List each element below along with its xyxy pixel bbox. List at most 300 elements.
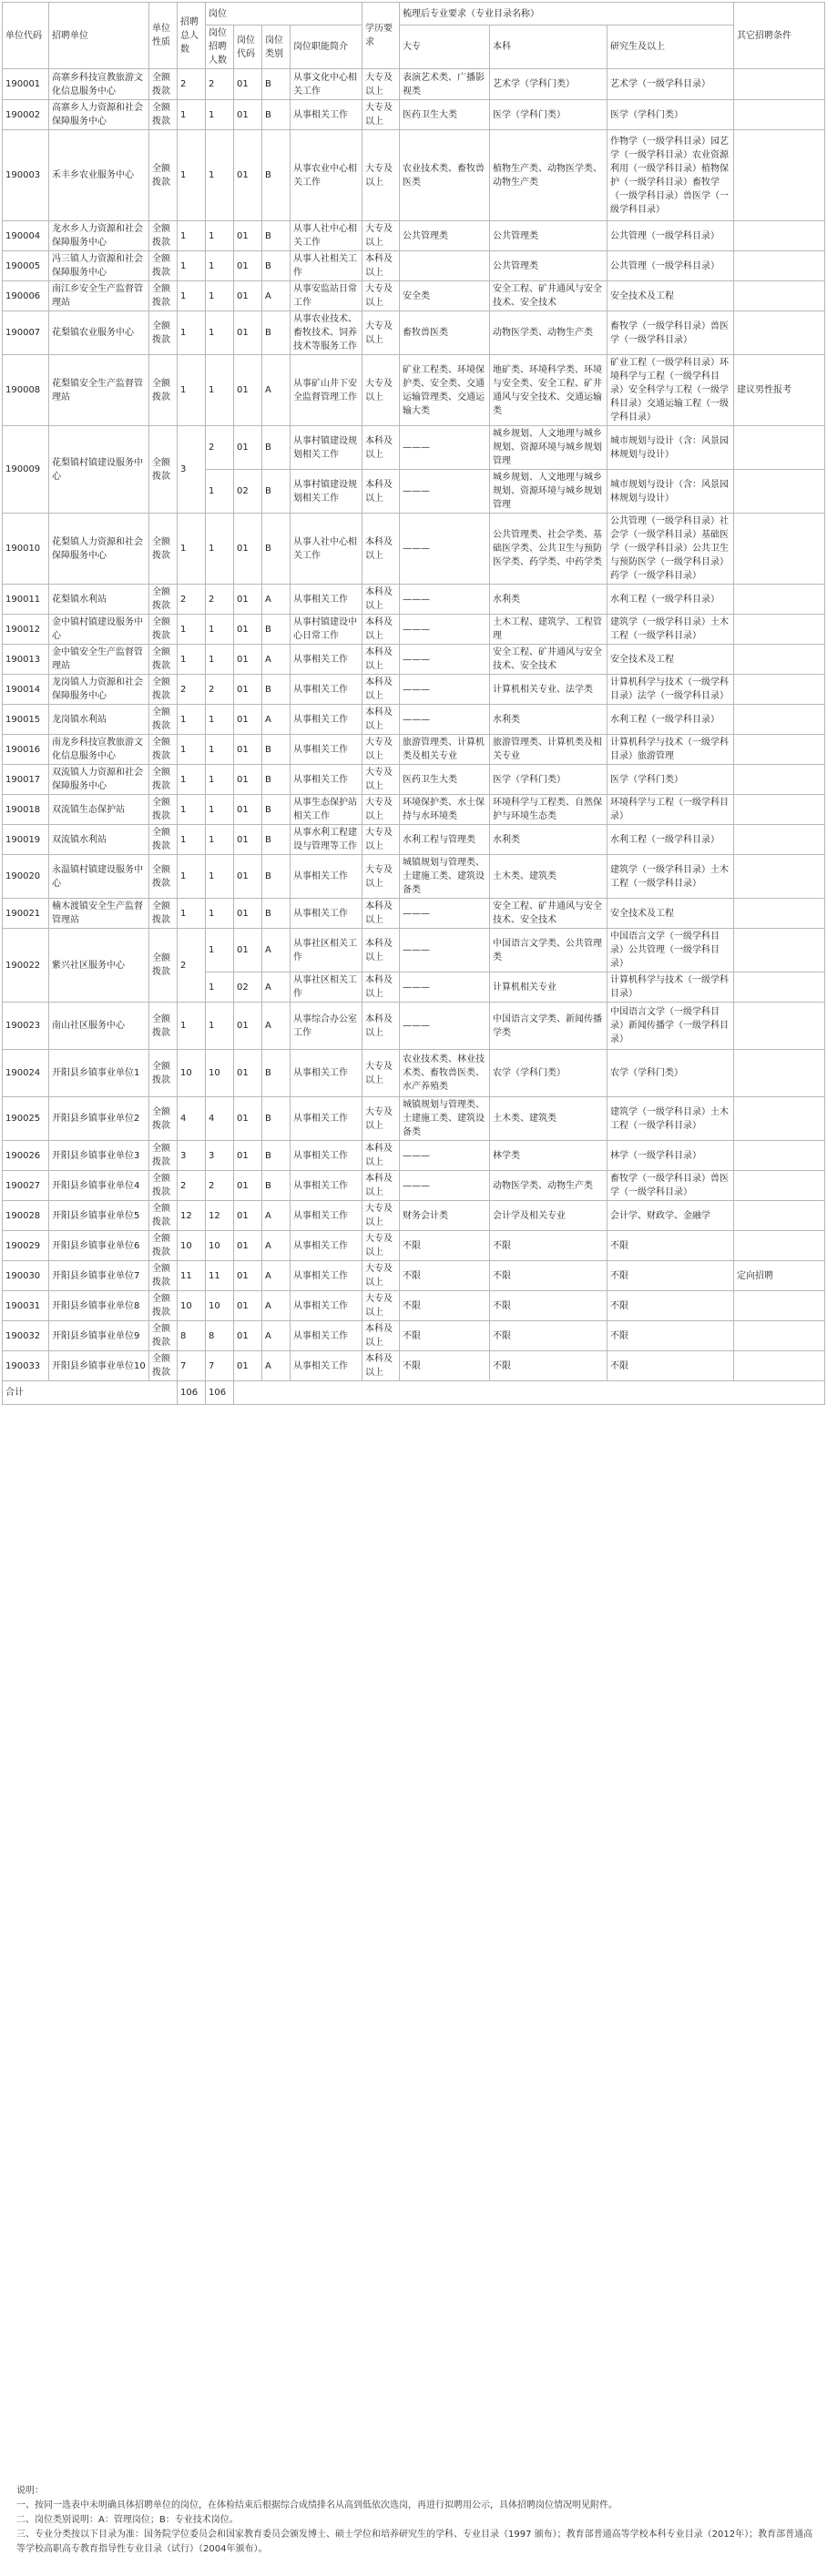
row-total: 4: [178, 1097, 206, 1141]
row-other: [734, 645, 825, 675]
row-unit: 开阳县乡镇事业单位4: [49, 1171, 149, 1201]
row-college: 表演艺术类、广播影视类: [400, 69, 490, 100]
row-education: 本科及以上: [362, 251, 400, 281]
table-row: [3, 1351, 825, 1381]
header-postgrad: 研究生及以上: [607, 25, 734, 69]
row-post-code: 01: [234, 355, 262, 426]
row-duties: 从事相关工作: [291, 1351, 362, 1381]
row-education: 大专及以上: [362, 765, 400, 795]
row-nature: 全额拨款: [149, 1141, 178, 1171]
row-count: 2: [206, 585, 234, 615]
row-education: 本科及以上: [362, 899, 400, 929]
row-nature: 全额拨款: [149, 1171, 178, 1201]
row-post-code: 01: [234, 1050, 262, 1097]
row-postgrad: 畜牧学（一级学科目录）兽医学（一级学科目录）: [607, 311, 734, 355]
row-other: [734, 130, 825, 221]
row-bachelor: 艺术学（学科门类）: [490, 69, 607, 100]
row-education: 大专及以上: [362, 130, 400, 221]
row-nature: 全额拨款: [149, 675, 178, 705]
note-item: 三、专业分类按以下目录为准：国务院学位委员会和国家教育委员会颁发博士、硕士学位和培养研究生的学科、专业目录（1997 颁布）；教育部普通高等学校本科专业目录（2012年）；教育部普通高等学校高职高专教育指导性专业目录（试行）（2004年颁布）。: [16, 2530, 813, 2554]
row-category: B: [262, 1050, 291, 1097]
row-nature: 全额拨款: [149, 221, 178, 251]
row-nature: 全额拨款: [149, 765, 178, 795]
row-other: [734, 675, 825, 705]
row-count: 10: [206, 1231, 234, 1261]
row-unit: 花梨镇农业服务中心: [49, 311, 149, 355]
row-education: 大专及以上: [362, 281, 400, 311]
row-unit: 开阳县乡镇事业单位2: [49, 1097, 149, 1141]
row-post-code: 01: [234, 221, 262, 251]
row-category: B: [262, 1141, 291, 1171]
row-nature: 全额拨款: [149, 645, 178, 675]
row-bachelor: 计算机相关专业、法学类: [490, 675, 607, 705]
row-bachelor: 安全工程、矿井通风与安全技术、安全技术: [490, 645, 607, 675]
row-nature: 全额拨款: [149, 514, 178, 585]
row-duties: 从事水利工程建设与管理等工作: [291, 825, 362, 855]
row-college: [400, 251, 490, 281]
row-postgrad: 水利工程（一级学科目录）: [607, 825, 734, 855]
row-post-code: 01: [234, 1291, 262, 1321]
table-row: [3, 615, 825, 645]
row-post-code: 01: [234, 1351, 262, 1381]
row-category: A: [262, 1291, 291, 1321]
row-postgrad: 水利工程（一级学科目录）: [607, 705, 734, 735]
row-postgrad: 安全技术及工程: [607, 281, 734, 311]
row-bachelor: 动物医学类、动物生产类: [490, 1171, 607, 1201]
row-nature: 全额拨款: [149, 311, 178, 355]
row-duties: 从事文化中心相关工作: [291, 69, 362, 100]
table-row: [3, 825, 825, 855]
row-total: 1: [178, 281, 206, 311]
row-other: [734, 795, 825, 825]
row-other: [734, 69, 825, 100]
row-code: 190010: [3, 514, 49, 585]
row-postgrad: 作物学（一级学科目录）园艺学（一级学科目录）农业资源利用（一级学科目录）植物保护（一级学科目录）畜牧学（一级学科目录）兽医学（一级学科目录）: [607, 130, 734, 221]
row-code: 190019: [3, 825, 49, 855]
row-post-code: 02: [234, 470, 262, 514]
table-row: [3, 899, 825, 929]
row-count: 1: [206, 855, 234, 899]
table-row: [3, 1171, 825, 1201]
row-total: 12: [178, 1201, 206, 1231]
row-college: 农业技术类、林业技术类、畜牧兽医类、水产养殖类: [400, 1050, 490, 1097]
row-other: [734, 311, 825, 355]
row-post-code: 01: [234, 585, 262, 615]
row-education: 本科及以上: [362, 1351, 400, 1381]
row-duties: 从事相关工作: [291, 1321, 362, 1351]
row-other: [734, 1351, 825, 1381]
row-bachelor: 公共管理类: [490, 221, 607, 251]
row-duties: 从事社区相关工作: [291, 972, 362, 1003]
row-postgrad: 中国语言文学（一级学科目录）新闻传播学（一级学科目录）: [607, 1003, 734, 1050]
row-other: [734, 221, 825, 251]
row-code: 190014: [3, 675, 49, 705]
row-nature: 全额拨款: [149, 825, 178, 855]
row-college: ———: [400, 1171, 490, 1201]
row-unit: 开阳县乡镇事业单位9: [49, 1321, 149, 1351]
row-postgrad: 计算机科学与技术（一级学科目录）: [607, 972, 734, 1003]
row-count: 12: [206, 1201, 234, 1231]
row-college: 不限: [400, 1231, 490, 1261]
row-other: 建议男性报考: [734, 355, 825, 426]
table-row: [3, 1201, 825, 1231]
row-nature: 全额拨款: [149, 355, 178, 426]
table-row: [3, 69, 825, 100]
row-other: [734, 1201, 825, 1231]
row-duties: 从事相关工作: [291, 645, 362, 675]
row-nature: 全额拨款: [149, 585, 178, 615]
row-nature: 全额拨款: [149, 1321, 178, 1351]
row-college: 医药卫生大类: [400, 100, 490, 130]
note-item: 二、岗位类别说明：A：管理岗位；B：专业技术岗位。: [16, 2515, 239, 2525]
row-bachelor: 安全工程、矿井通风与安全技术、安全技术: [490, 281, 607, 311]
row-postgrad: 不限: [607, 1321, 734, 1351]
row-code: 190008: [3, 355, 49, 426]
row-count: 1: [206, 281, 234, 311]
row-duties: 从事相关工作: [291, 100, 362, 130]
row-college: ———: [400, 426, 490, 470]
row-code: 190005: [3, 251, 49, 281]
row-total: 1: [178, 1003, 206, 1050]
row-duties: 从事相关工作: [291, 1261, 362, 1291]
row-total: 1: [178, 899, 206, 929]
row-unit: 冯三镇人力资源和社会保障服务中心: [49, 251, 149, 281]
row-category: B: [262, 251, 291, 281]
row-postgrad: 畜牧学（一级学科目录）兽医学（一级学科目录）: [607, 1171, 734, 1201]
row-education: 本科及以上: [362, 705, 400, 735]
row-post-code: 01: [234, 69, 262, 100]
header-other: 其它招聘条件: [734, 3, 825, 69]
row-postgrad: 矿业工程（一级学科目录）环境科学与工程（一级学科目录）安全科学与工程（一级学科目录）交通运输工程（一级学科目录）: [607, 355, 734, 426]
row-nature: 全额拨款: [149, 130, 178, 221]
row-total: 1: [178, 251, 206, 281]
row-count: 8: [206, 1321, 234, 1351]
row-education: 大专及以上: [362, 1050, 400, 1097]
row-education: 大专及以上: [362, 735, 400, 765]
row-postgrad: 医学（学科门类）: [607, 765, 734, 795]
row-other: [734, 899, 825, 929]
row-category: B: [262, 1097, 291, 1141]
row-college: 城镇规划与管理类、土建施工类、建筑设备类: [400, 1097, 490, 1141]
row-post-code: 01: [234, 1171, 262, 1201]
row-total: 10: [178, 1231, 206, 1261]
row-postgrad: 林学（一级学科目录）: [607, 1141, 734, 1171]
row-bachelor: 土木类、建筑类: [490, 855, 607, 899]
row-nature: 全额拨款: [149, 795, 178, 825]
row-postgrad: 不限: [607, 1291, 734, 1321]
row-education: 大专及以上: [362, 855, 400, 899]
row-count: 1: [206, 765, 234, 795]
note-item: 一、按同一选表中未明确具体招聘单位的岗位，在体检结束后根据综合成绩排名从高到低依次选岗，再进行拟聘用公示，具体招聘岗位情况明见附件。: [16, 2500, 618, 2510]
table-row: [3, 1141, 825, 1171]
row-code: 190031: [3, 1291, 49, 1321]
row-category: A: [262, 1231, 291, 1261]
row-code: 190013: [3, 645, 49, 675]
row-postgrad: 艺术学（一级学科目录）: [607, 69, 734, 100]
row-post-code: 01: [234, 645, 262, 675]
row-education: 大专及以上: [362, 1201, 400, 1231]
header-unit: 招聘单位: [49, 3, 149, 69]
row-unit: 永温镇村镇建设服务中心: [49, 855, 149, 899]
row-postgrad: 计算机科学与技术（一级学科目录）法学（一级学科目录）: [607, 675, 734, 705]
row-duties: 从事村镇建设规划相关工作: [291, 470, 362, 514]
row-unit: 花梨镇安全生产监督管理站: [49, 355, 149, 426]
row-bachelor: 旅游管理类、计算机类及相关专业: [490, 735, 607, 765]
row-total: 2: [178, 585, 206, 615]
row-bachelor: 农学（学科门类）: [490, 1050, 607, 1097]
row-unit: 紫兴社区服务中心: [49, 929, 149, 1003]
row-education: 本科及以上: [362, 585, 400, 615]
header-education: 学历要求: [362, 3, 400, 69]
row-category: B: [262, 514, 291, 585]
row-unit: 龙岗镇人力资源和社会保障服务中心: [49, 675, 149, 705]
row-category: B: [262, 735, 291, 765]
row-nature: 全额拨款: [149, 855, 178, 899]
row-code: 190025: [3, 1097, 49, 1141]
row-nature: 全额拨款: [149, 100, 178, 130]
row-college: ———: [400, 929, 490, 972]
row-post-code: 01: [234, 281, 262, 311]
row-total: 3: [178, 1141, 206, 1171]
row-unit: 花梨镇村镇建设服务中心: [49, 426, 149, 514]
row-total: 10: [178, 1050, 206, 1097]
row-code: 190024: [3, 1050, 49, 1097]
row-unit: 双流镇生态保护站: [49, 795, 149, 825]
row-nature: 全额拨款: [149, 615, 178, 645]
row-postgrad: 城市规划与设计（含：风景园林规划与设计）: [607, 426, 734, 470]
row-other: [734, 1003, 825, 1050]
row-unit: 花梨镇水利站: [49, 585, 149, 615]
row-unit: 高寨乡人力资源和社会保障服务中心: [49, 100, 149, 130]
row-education: 大专及以上: [362, 221, 400, 251]
row-unit: 禾丰乡农业服务中心: [49, 130, 149, 221]
row-education: 大专及以上: [362, 825, 400, 855]
row-total: 1: [178, 705, 206, 735]
row-postgrad: 环境科学与工程（一级学科目录）: [607, 795, 734, 825]
row-postgrad: 城市规划与设计（含：风景园林规划与设计）: [607, 470, 734, 514]
totals-count: 106: [206, 1381, 234, 1405]
row-nature: 全额拨款: [149, 1097, 178, 1141]
row-unit: 高寨乡科技宣教旅游文化信息服务中心: [49, 69, 149, 100]
row-total: 1: [178, 795, 206, 825]
row-post-code: 01: [234, 426, 262, 470]
row-college: 城镇规划与管理类、土建施工类、建筑设备类: [400, 855, 490, 899]
row-nature: 全额拨款: [149, 426, 178, 514]
row-nature: 全额拨款: [149, 735, 178, 765]
table-row: [3, 1003, 825, 1050]
row-total: 2: [178, 929, 206, 1003]
row-bachelor: 公共管理类、社会学类、基础医学类、公共卫生与预防医学类、药学类、中药学类: [490, 514, 607, 585]
row-other: [734, 615, 825, 645]
row-post-code: 01: [234, 735, 262, 765]
row-count: 2: [206, 675, 234, 705]
row-college: 医药卫生大类: [400, 765, 490, 795]
row-bachelor: 不限: [490, 1291, 607, 1321]
table-row: [3, 1097, 825, 1141]
row-code: 190003: [3, 130, 49, 221]
row-count: 1: [206, 615, 234, 645]
row-college: 安全类: [400, 281, 490, 311]
row-total: 1: [178, 311, 206, 355]
row-category: A: [262, 705, 291, 735]
row-count: 1: [206, 514, 234, 585]
row-total: 10: [178, 1291, 206, 1321]
table-row: [3, 281, 825, 311]
row-category: B: [262, 675, 291, 705]
row-post-code: 01: [234, 795, 262, 825]
row-post-code: 01: [234, 1231, 262, 1261]
row-category: B: [262, 1171, 291, 1201]
row-other: 定向招聘: [734, 1261, 825, 1291]
row-code: 190028: [3, 1201, 49, 1231]
notes-title: 说明：: [16, 2486, 44, 2496]
row-education: 大专及以上: [362, 355, 400, 426]
row-bachelor: 水利类: [490, 585, 607, 615]
row-count: 1: [206, 251, 234, 281]
row-unit: 双流镇水利站: [49, 825, 149, 855]
row-other: [734, 1141, 825, 1171]
row-bachelor: 地矿类、环境科学类、环境与安全类、安全工程、矿井通风与安全技术、交通运输类: [490, 355, 607, 426]
row-bachelor: 中国语言文学类、公共管理类: [490, 929, 607, 972]
row-duties: 从事矿山井下安全监督管理工作: [291, 355, 362, 426]
row-bachelor: 水利类: [490, 825, 607, 855]
row-education: 本科及以上: [362, 675, 400, 705]
row-college: ———: [400, 514, 490, 585]
row-duties: 从事农业中心相关工作: [291, 130, 362, 221]
row-bachelor: 土木类、建筑类: [490, 1097, 607, 1141]
row-unit: 开阳县乡镇事业单位8: [49, 1291, 149, 1321]
row-postgrad: 不限: [607, 1351, 734, 1381]
row-nature: 全额拨款: [149, 1291, 178, 1321]
table-row: [3, 705, 825, 735]
table-row: [3, 221, 825, 251]
row-duties: 从事相关工作: [291, 735, 362, 765]
row-education: 大专及以上: [362, 311, 400, 355]
row-other: [734, 426, 825, 470]
row-category: A: [262, 972, 291, 1003]
row-code: 190022: [3, 929, 49, 1003]
row-code: 190017: [3, 765, 49, 795]
row-bachelor: 不限: [490, 1261, 607, 1291]
row-nature: 全额拨款: [149, 1261, 178, 1291]
row-postgrad: 安全技术及工程: [607, 645, 734, 675]
row-code: 190002: [3, 100, 49, 130]
row-code: 190009: [3, 426, 49, 514]
row-education: 大专及以上: [362, 69, 400, 100]
row-post-code: 01: [234, 855, 262, 899]
row-category: B: [262, 426, 291, 470]
row-post-code: 01: [234, 1261, 262, 1291]
row-code: 190033: [3, 1351, 49, 1381]
row-duties: 从事相关工作: [291, 705, 362, 735]
row-count: 1: [206, 130, 234, 221]
row-bachelor: 公共管理类: [490, 251, 607, 281]
row-code: 190015: [3, 705, 49, 735]
row-postgrad: 不限: [607, 1231, 734, 1261]
row-count: 1: [206, 470, 234, 514]
row-education: 本科及以上: [362, 514, 400, 585]
row-education: 本科及以上: [362, 1003, 400, 1050]
row-bachelor: 中国语言文学类、新闻传播学类: [490, 1003, 607, 1050]
row-college: ———: [400, 585, 490, 615]
row-education: 本科及以上: [362, 645, 400, 675]
row-duties: 从事相关工作: [291, 1291, 362, 1321]
row-education: 本科及以上: [362, 1321, 400, 1351]
row-total: 1: [178, 355, 206, 426]
row-college: ———: [400, 972, 490, 1003]
row-other: [734, 100, 825, 130]
row-code: 190021: [3, 899, 49, 929]
row-code: 190007: [3, 311, 49, 355]
row-code: 190006: [3, 281, 49, 311]
row-nature: 全额拨款: [149, 251, 178, 281]
row-total: 1: [178, 735, 206, 765]
row-duties: 从事综合办公室工作: [291, 1003, 362, 1050]
row-post-code: 01: [234, 1321, 262, 1351]
row-unit: 南龙乡科技宣教旅游文化信息服务中心: [49, 735, 149, 765]
row-total: 1: [178, 855, 206, 899]
row-count: 7: [206, 1351, 234, 1381]
row-bachelor: 城乡规划、人文地理与城乡规划、资源环境与城乡规划管理: [490, 426, 607, 470]
row-category: B: [262, 615, 291, 645]
row-college: 矿业工程类、环境保护类、安全类、交通运输管理类、交通运输大类: [400, 355, 490, 426]
row-postgrad: 公共管理（一级学科目录）社会学（一级学科目录）基础医学（一级学科目录）公共卫生与预防医学（一级学科目录）药学（一级学科目录）: [607, 514, 734, 585]
row-bachelor: 植物生产类、动物医学类、动物生产类: [490, 130, 607, 221]
header-count: 岗位招聘人数: [206, 25, 234, 69]
row-college: 不限: [400, 1261, 490, 1291]
row-count: 1: [206, 825, 234, 855]
row-unit: 开阳县乡镇事业单位10: [49, 1351, 149, 1381]
row-post-code: 01: [234, 1003, 262, 1050]
row-bachelor: 不限: [490, 1351, 607, 1381]
row-unit: 双流镇人力资源和社会保障服务中心: [49, 765, 149, 795]
row-total: 1: [178, 615, 206, 645]
row-category: A: [262, 1003, 291, 1050]
table-row: [3, 765, 825, 795]
table-row: [3, 585, 825, 615]
row-other: [734, 735, 825, 765]
row-nature: 全额拨款: [149, 929, 178, 1003]
row-duties: 从事相关工作: [291, 1141, 362, 1171]
row-postgrad: 安全技术及工程: [607, 899, 734, 929]
row-college: ———: [400, 470, 490, 514]
row-post-code: 01: [234, 705, 262, 735]
row-nature: 全额拨款: [149, 281, 178, 311]
row-category: B: [262, 100, 291, 130]
row-duties: 从事相关工作: [291, 1171, 362, 1201]
row-college: 财务会计类: [400, 1201, 490, 1231]
row-unit: 南江乡安全生产监督管理站: [49, 281, 149, 311]
row-count: 1: [206, 311, 234, 355]
row-postgrad: 建筑学（一级学科目录）土木工程（一级学科目录）: [607, 855, 734, 899]
row-other: [734, 251, 825, 281]
row-college: ———: [400, 705, 490, 735]
row-count: 1: [206, 355, 234, 426]
row-total: 1: [178, 765, 206, 795]
row-postgrad: 农学（学科门类）: [607, 1050, 734, 1097]
row-education: 大专及以上: [362, 1261, 400, 1291]
table-row: [3, 311, 825, 355]
row-category: B: [262, 130, 291, 221]
row-bachelor: 不限: [490, 1321, 607, 1351]
row-college: 不限: [400, 1321, 490, 1351]
row-duties: 从事农业技术、畜牧技术、饲养技术等服务工作: [291, 311, 362, 355]
row-postgrad: 水利工程（一级学科目录）: [607, 585, 734, 615]
row-category: A: [262, 1351, 291, 1381]
row-bachelor: 林学类: [490, 1141, 607, 1171]
row-category: A: [262, 929, 291, 972]
row-other: [734, 470, 825, 514]
